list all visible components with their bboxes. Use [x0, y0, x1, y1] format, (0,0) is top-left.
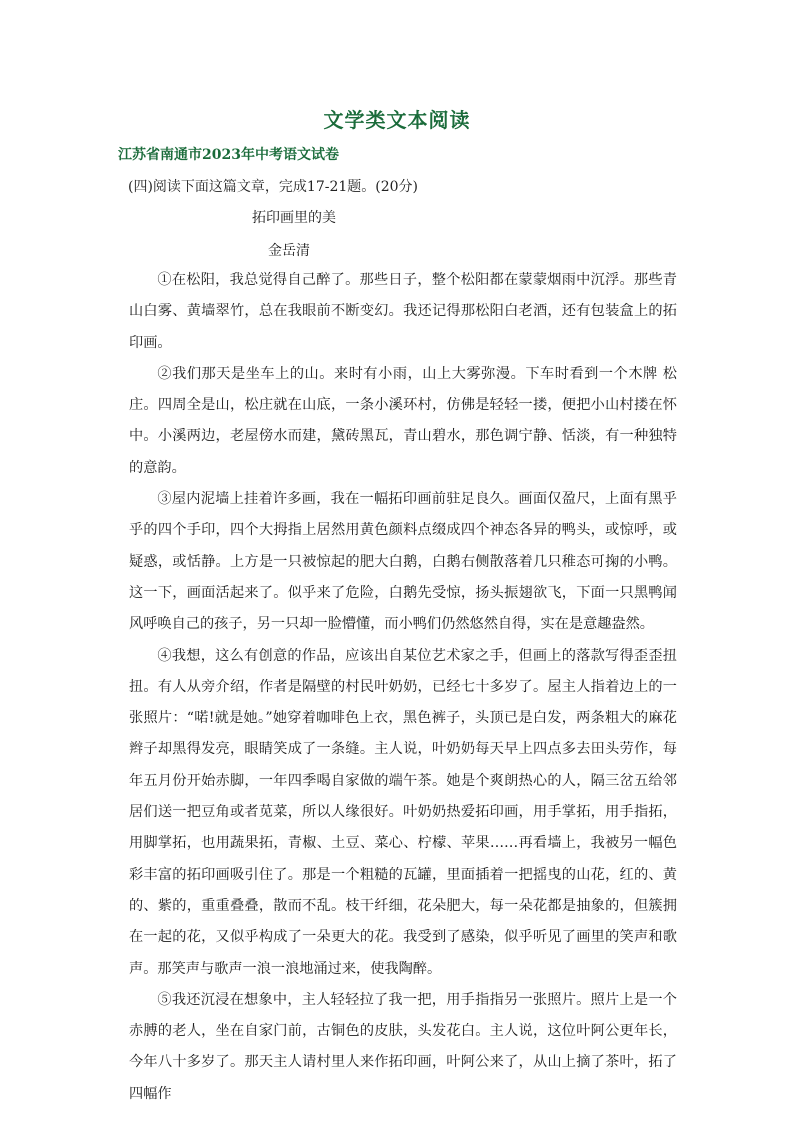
paragraph-3: ③屋内泥墙上挂着许多画，我在一幅拓印画前驻足良久。画面仅盈尺，上面有黑乎乎的四个手印，四个大拇指上居然用黄色颜料点缀成四个神态各异的鸭头，或惊呼，或疑惑，或恬静。上方是一只被惊起的肥大白鹅，白鹅右侧散落着几只稚态可掬的小鸭。这一下，画面活起来了。似乎来了危险，白鹅先受惊，扬头振翅欲飞，下面一只黑鸭闻风呼唤自己的孩子，另一只却一脸懵懂，而小鸭们仍然悠然自得，实在是意趣盎然。: [129, 491, 677, 633]
article-author: 金岳清: [268, 243, 310, 259]
paragraph-2: ②我们那天是坐车上的山。来时有小雨，山上大雾弥漫。下车时看到一个木牌 松庄。四周全是山，松庄就在山底，一条小溪环村，仿佛是轻轻一搂，便把小山村搂在怀中。小溪两边，老屋傍水而建，黛砖黑瓦，青山碧水，那色调宁静、恬淡，有一种独特的意韵。: [129, 365, 677, 476]
article-title: 拓印画里的美: [252, 210, 336, 226]
paragraph-5: ⑤我还沉浸在想象中，主人轻轻拉了我一把，用手指指另一张照片。照片上是一个赤膊的老人，坐在自家门前，古铜色的皮肤，头发花白。主人说，这位叶阿公更年长，今年八十多岁了。那天主人请村里人来作拓印画，叶阿公来了，从山上摘了茶叶，拓了四幅作: [129, 991, 677, 1102]
paragraph-4: ④我想，这么有创意的作品，应该出自某位艺术家之手，但画上的落款写得歪歪扭扭。有人从旁介绍，作者是隔壁的村民叶奶奶，已经七十多岁了。屋主人指着边上的一张照片：“喏!就是她。”她穿着咖啡色上衣，黑色裤子，头顶已是白发，两条粗大的麻花辫子却黑得发亮，眼睛笑成了一条缝。主人说，叶奶奶每天早上四点多去田头劳作，每年五月份开始赤脚，一年四季喝自家做的端午茶。她是个爽朗热心的人，隔三岔五给邻居们送一把豆角或者苋菜，所以人缘很好。叶奶奶热爱拓印画，用手掌拓，用手指拓，用脚掌拓，也用蔬果拓，青椒、土豆、菜心、柠檬、苹果……再看墙上，我被另一幅色彩丰富的拓印画吸引住了。那是一个粗糙的瓦罐，里面插着一把摇曳的山花，红的、黄的、紫的，重重叠叠，散而不乱。枝干纤细，花朵肥大，每一朵花都是抽象的，但簇拥在一起的花，又似乎构成了一朵更大的花。我受到了感染，似乎听见了画里的笑声和歌声。那笑声与歌声一浪一浪地涌过来，使我陶醉。: [129, 647, 677, 977]
article-body: [129, 265, 677, 1110]
exam-source: 江苏省南通市2023年中考语文试卷: [118, 147, 339, 163]
page-title: 文学类文本阅读: [323, 108, 471, 132]
paragraph-1: ①在松阳，我总觉得自己醉了。那些日子，整个松阳都在蒙蒙烟雨中沉浮。那些青山白雾、黄墙翠竹，总在我眼前不断变幻。我还记得那松阳白老酒，还有包装盒上的拓印画。: [129, 272, 677, 351]
question-instruction: (四)阅读下面这篇文章，完成17-21题。(20分): [128, 179, 419, 195]
